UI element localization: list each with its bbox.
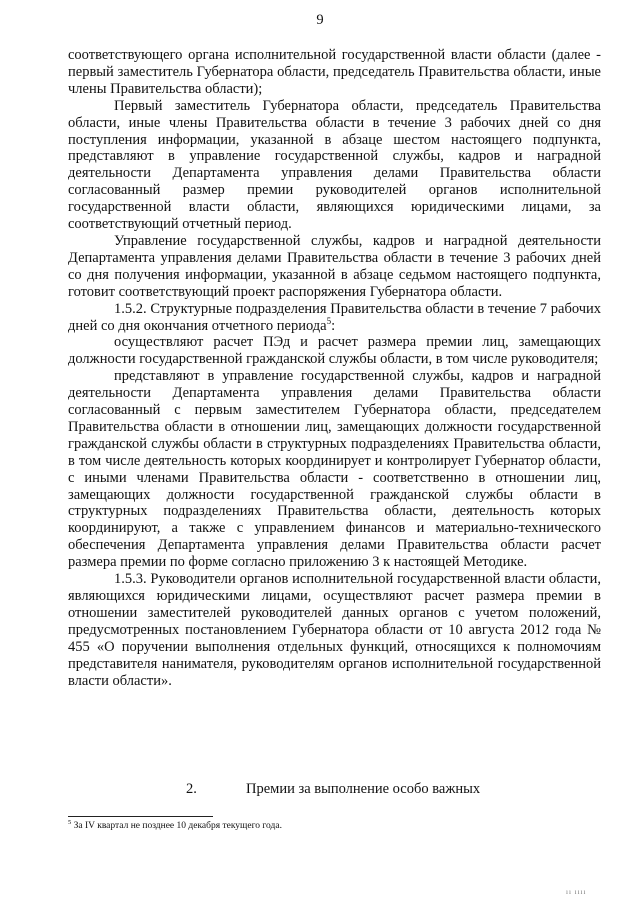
document-body xyxy=(68,47,601,689)
footnote-separator xyxy=(68,816,213,817)
paragraph-calculation: осуществляют расчет ПЭд и расчет размера премии лиц, замещающих должности государственной гражданской службы области, в том числе руководителя; xyxy=(68,334,601,368)
corner-mark: ıı ıııı xyxy=(566,888,587,896)
paragraph-continuation: соответствующего органа исполнительной государственной власти области (далее - первый заместитель Губернатора области, председатель Правительства области, иные члены Правительства области); xyxy=(68,47,601,97)
footnote xyxy=(68,818,282,831)
footnote-marker: 5 xyxy=(68,818,72,826)
paragraph-1-5-2-text: 1.5.2. Структурные подразделения Правительства области в течение 7 рабочих дней со дня окончания отчетного периода xyxy=(68,300,601,334)
section-title: Премии за выполнение особо важных xyxy=(246,781,481,797)
paragraph-1-5-3: 1.5.3. Руководители органов исполнительной государственной власти области, являющихся юридическими лицами, осуществляют расчет размера премии в отношении заместителей руководителей данных органов с учетом положений, предусмотренных постановлением Губернатора области от 10 августа 2012 года № 455 «О поручении выполнения отдельных функций, относящихся к полномочиям представителя нанимателя, руководителям органов исполнительной государственной власти области». xyxy=(68,571,601,689)
section-number: 2. xyxy=(186,781,197,797)
paragraph-submission: представляют в управление государственной службы, кадров и наградной деятельности Департамента управления делами Правительства области согласованный с первым заместителем Губернатора области, председателем Правительства области в отношении лиц, замещающих должности государственной гражданской службы области в структурных подразделениях Правительства области, в том числе деятельность которых координирует и контролирует Губернатор области, с иными членами Правительства области - соответственно в отношении лиц, замещающих должности государственной гражданской службы области в структурных подразделениях Правительства области, деятельность которых координируют, а также с управлением финансов и материально-технического обеспечения Департамента управления делами Правительства области расчет размера премии по форме согласно приложению 3 к настоящей Методике. xyxy=(68,368,601,571)
footnote-reference: 5 xyxy=(326,315,332,326)
paragraph-hr-department: Управление государственной службы, кадров и наградной деятельности Департамента управления делами Правительства области в течение 3 рабочих дней со дня получения информации, указанной в абзаце седьмом настоящего подпункта, готовит соответствующий проект распоряжения Губернатора области. xyxy=(68,232,601,300)
paragraph-first-deputy: Первый заместитель Губернатора области, председатель Правительства области, иные члены Правительства области в течение 3 рабочих дней со дня поступления информации, указанной в абзаце шестом настоящего подпункта, представляют в управление государственной службы, кадров и наградной деятельности Департамента управления делами Правительства области согласованный размер премии руководителей органов исполнительной государственной власти области, являющихся юридическими лицами, за соответствующий отчетный период. xyxy=(68,97,601,233)
paragraph-1-5-2 xyxy=(68,301,601,335)
page-number: 9 xyxy=(316,12,324,28)
footnote-text: За IV квартал не позднее 10 декабря текущего года. xyxy=(71,821,282,831)
footnote-reference-suffix: : xyxy=(331,317,336,334)
